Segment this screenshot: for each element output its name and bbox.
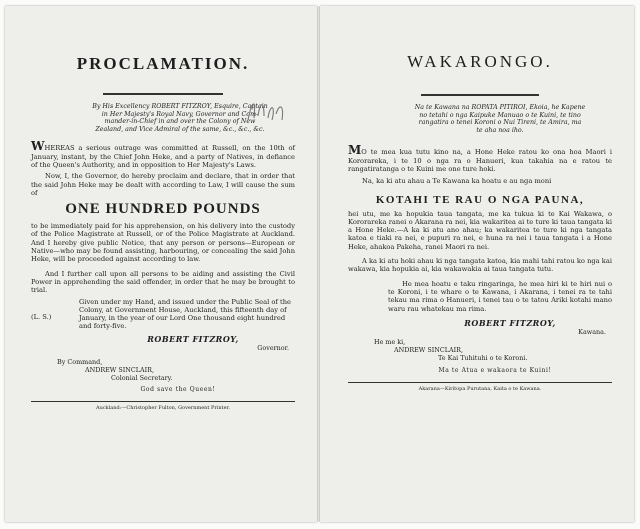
given-text: Given under my Hand, and issued under the Public Seal of the Colony, at Government House, Auckland, this fifteenth day of January, in the year of our Lord One thousand eight hundred and forty-five. <box>79 297 291 331</box>
style-line: By His Excellency ROBERT FITZROY, Esquire, Captain <box>92 103 268 110</box>
page-title: WAKARONGO. <box>407 52 553 71</box>
paragraph-text: HEREAS a serious outrage was committed at Russell, on the 10th of January, instant, by the Chief John Heke, and a party of Natives, in defiance of the Queen's Authority, and in opposition to Her Majesty's Laws. <box>31 144 295 169</box>
god-save-the-queen: Ma te Atua e wakaora te Kuini! <box>438 366 552 374</box>
paragraph-proclaim: Na, ka ki atu ahau a Te Kawana ka hoatu e au nga moni <box>362 177 552 186</box>
secretary-title: Te Kai Tuhituhi o te Koroni. <box>438 353 528 362</box>
paragraph-apprehension: hei utu, me ka hopukia taua tangata, me ka tukua ki te Kai Wakawa, o Kororareka ranei o Akarana ra nei, kia wakaritea ai te ture ki taua tangata ki a Hone Heke.—A ka ki atu ano ahau; ka wakaritea te ture ki nga tangata katoa e tiaki ra nei, e pupuri ra nei, e huna ra nei i taua tangata i a Hone Heke, ahakoa Pakeha, ranei Maori ra nei. <box>348 209 612 251</box>
maori-page <box>320 6 634 522</box>
printer-imprint: Auckland:—Christopher Fulton, Government Printer. <box>96 404 230 411</box>
given-block <box>31 298 295 331</box>
paragraph-whereas <box>348 143 612 173</box>
printer-imprint: Akarana—Kiritopa Purutana, Kaita o te Kawana. <box>418 385 542 392</box>
handwritten-mark-icon <box>242 90 292 130</box>
paragraph-assist: A ka ki atu hoki ahau ki nga tangata katoa, kia mahi tahi ratou ko nga kai wakawa, kia hopukia ai, kia wakawakia ai taua tangata tutu. <box>348 257 612 274</box>
style-line: te aha noa iho. <box>476 126 524 134</box>
by-command: By Command, <box>57 357 103 366</box>
style-line: Zealand, and Vice Admiral of the same, &c., &c., &c. <box>95 125 265 133</box>
secretary-title: Colonial Secretary. <box>111 373 173 382</box>
paragraph-assist: And I further call upon all persons to be aiding and assisting the Civil Power in apprehending the said offender, in order that he may be brought to trial. <box>31 269 295 295</box>
footer-rule <box>31 401 295 402</box>
by-command: He me ki, <box>374 337 406 346</box>
footer-rule <box>348 382 612 383</box>
paragraph-text: O te mea kua tutu kino na, a Hone Heke ratou ko ona hoa Maori i Kororareka, i te 10 o nga ra o Hanueri, kua takahia na e ratou te rangatiratanga o te Kuini me one ture hoki. <box>348 148 612 173</box>
paragraph-proclaim: Now, I, the Governor, do hereby proclaim and declare, that in order that the said John Heke may be dealt with according to Law, I will cause the sum of <box>31 172 295 197</box>
governor-signature: ROBERT FITZROY, <box>464 317 556 328</box>
governor-style <box>348 104 612 134</box>
given-text: He mea hoatu e taku ringaringa, he mea hiri ki te hiri nui o te Koroni, i te whare o te Kawana, i Akarana, i tenei ra te tahi tekau ma rima o Hanueri, i tenei tau o te tatou Ariki kotahi mano waru rau whatekau ma rima. <box>388 279 612 313</box>
secretary-name: ANDREW SINCLAIR, <box>394 345 464 354</box>
secretary-name: ANDREW SINCLAIR, <box>85 365 155 374</box>
style-line: mander-in-Chief in and over the Colony of New <box>104 118 256 126</box>
english-page <box>5 6 317 522</box>
reward-amount: ONE HUNDRED POUNDS <box>65 201 261 218</box>
governor-signature: ROBERT FITZROY, <box>147 333 239 344</box>
paragraph-whereas <box>31 139 295 169</box>
reward-amount: KOTAHI TE RAU O NGA PAUNA, <box>375 193 585 206</box>
title-rule <box>421 94 539 96</box>
style-line: rangatira o tenei Koroni o Nui Tireni, te Amira, ma <box>418 119 582 127</box>
title-rule <box>103 93 223 95</box>
drop-cap: W <box>31 139 45 154</box>
paragraph-apprehension: to be immediately paid for his apprehension, on his delivery into the custody of the Police Magistrate at Russell, or of the Police Magistrate at Auckland. And I hereby give public Notice, that any person or persons—European or Native—who may be found assisting, harbouring, or concealing the said John Heke, will be proceeded against according to law. <box>31 222 295 264</box>
governor-title: Governor. <box>257 343 289 352</box>
style-line: in Her Majesty's Royal Navy, Governor and Com- <box>101 110 259 118</box>
drop-cap: M <box>348 143 362 158</box>
governor-title: Kawana. <box>578 327 606 336</box>
god-save-the-queen: God save the Queen! <box>140 385 216 393</box>
page-title: PROCLAMATION. <box>76 54 250 73</box>
style-line: no tetahi o nga Kaipuke Manuao o te Kuini, te tino <box>419 111 581 119</box>
style-line: Na te Kawana na ROPATA PITIROI, Ekoia, he Kapene <box>414 104 586 111</box>
seal-mark: (L. S.) <box>31 312 52 321</box>
